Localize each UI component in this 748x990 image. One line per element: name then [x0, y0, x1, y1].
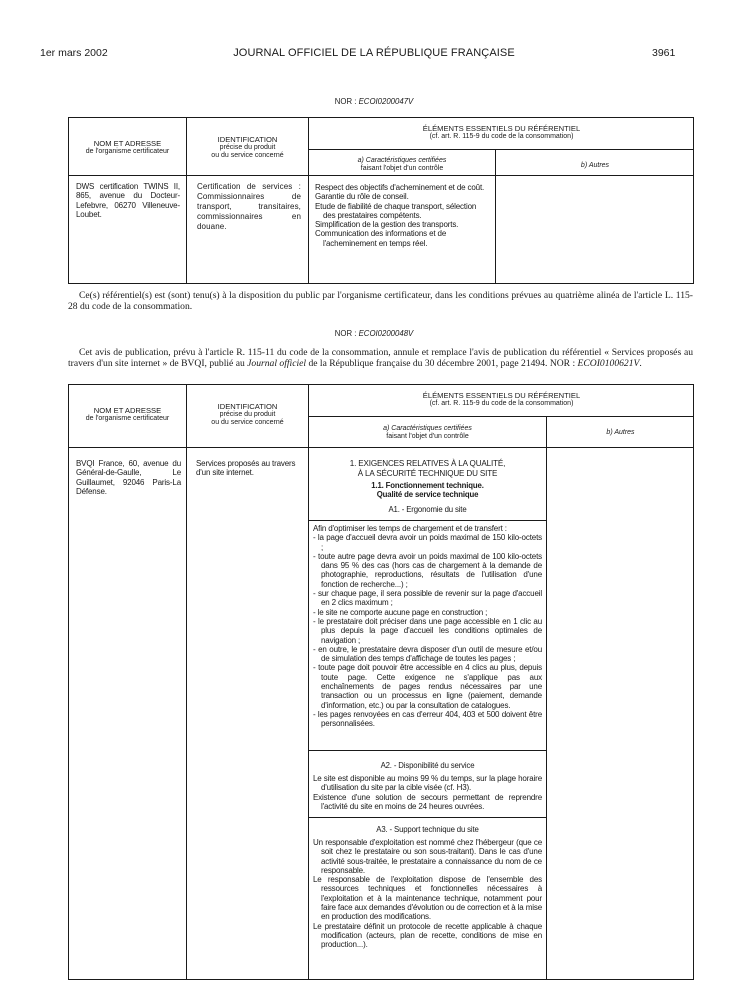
col-header-ident: IDENTIFICATION précise du produit ou du service concerné: [211, 135, 284, 159]
col-header-a: a) Caractéristiques certifiées faisant l'objet d'un contrôle: [357, 157, 447, 172]
service-identification-2: Services proposés au travers d'un site internet.: [196, 459, 296, 478]
availability-paragraph: Ce(s) référentiel(s) est (sont) tenu(s) à la disposition du public par l'organisme certificateur, dans les conditions prévues au quatrième alinéa de l'article L. 115-28 du code de la consommation.: [68, 290, 693, 313]
list-item: - sur chaque page, il sera possible de revenir sur la page d'accueil en 2 clics maximum ;: [313, 589, 542, 608]
paragraph: Existence d'une solution de secours permettant de reprendre l'activité du site en moins de 24 heures ouvrées.: [313, 792, 542, 811]
requirement-title-a1: A1. - Ergonomie du site: [388, 504, 467, 514]
paragraph: Un responsable d'exploitation est nommé chez l'hébergeur (que ce soit chez le prestataire ou son sous-traitant). Dans le cas d'une activité sous-traitée, le prestataire a connaissance du nom de ce responsable.: [313, 838, 542, 875]
nor-code: ECOI0200048V: [358, 329, 414, 338]
list-item: - le prestataire doit préciser dans une page accessible en 1 clic au plus depuis la page d'accueil les conditions optimales de navigation ;: [313, 616, 542, 645]
certified-characteristics-1: [315, 183, 487, 248]
certified-characteristics-2: [313, 459, 542, 514]
col-header-ident: IDENTIFICATION précise du produit ou du service concerné: [211, 402, 284, 426]
col-header-name: NOM ET ADRESSE de l'organisme certificateur: [85, 406, 170, 422]
list-item: - les pages renvoyées en cas d'erreur 404, 403 et 500 doivent être personnalisées.: [313, 709, 542, 729]
list-item: - toute page doit pouvoir être accessible en 4 clics au plus, depuis toute page. Cette exigence ne s'applique pas aux enchaînements de pages rendus nécessaires par une transaction ou un processus en ligne (paiement, demande d'information, etc.) ou par la consultation de catalogues.: [313, 663, 542, 710]
issue-date: 1er mars 2002: [40, 47, 108, 59]
journal-title: JOURNAL OFFICIEL DE LA RÉPUBLIQUE FRANÇAISE: [233, 47, 515, 59]
nor-label: NOR :: [334, 329, 357, 338]
nor-reference-1: [0, 97, 748, 106]
service-identification-1: Certification de services : Commissionnaires de transport, transitaires, commissionnaires en douane.: [197, 182, 301, 231]
col-header-a: a) Caractéristiques certifiées faisant l'objet d'un contrôle: [383, 425, 472, 440]
list-item: - en outre, le prestataire devra disposer d'un outil de mesure et/ou de simulation des temps d'affichage de toutes les pages ;: [313, 644, 542, 664]
col-header-b: b) Autres: [580, 162, 610, 169]
requirement-a1-body: Afin d'optimiser les temps de chargement et de transfert : - la page d'accueil devra avoir un poids maximal de 150 kilo-octets ; - toute autre page devra avoir un poids maximal de 100 kilo-octets dans 95 % des cas (hors cas de chargement à la demande de photographie, reproductions, résultats de l'utilisation d'une fonction de recherche...) ; - sur chaque page, il sera possible de revenir sur la page d'accueil en 2 clics maximum ; - le site ne comporte aucune page en construction ; - le prestataire doit préciser dans une page accessible en 1 clic au plus depuis la page d'accueil les conditions optimales de navigation ; - en outre, le prestataire devra disposer d'un outil de mesure et/ou de simulation des temps d'affichage de toutes les pages ; - toute page doit pouvoir être accessible en 4 clics au plus, depuis toute page. Cette exigence ne s'applique pas aux enchaînements de pages rendus nécessaires par une transaction ou un processus en ligne (paiement, demande d'information, etc.) ou par la consultation de catalogues. - les pages renvoyées en cas d'erreur 404, 403 et 500 doivent être personnalisées.: [313, 524, 542, 729]
nor-reference-2: [0, 329, 748, 338]
requirement-title-a2: A2. - Disponibilité du service: [380, 761, 475, 770]
page-number: 3961: [652, 47, 676, 59]
subsection-title: 1.1. Fonctionnement technique. Qualité de service technique: [371, 481, 484, 500]
list-item: - toute autre page devra avoir un poids maximal de 100 kilo-octets dans 95 % des cas (hors cas de chargement à la demande de photographie, reproductions, résultats de l'utilisation d'une fonction de recherche...) ;: [313, 551, 542, 589]
publication-intro-paragraph: Cet avis de publication, prévu à l'article R. 115-11 du code de la consommation, annule et remplace l'avis de publication du référentiel « Services proposés au travers d'un site internet » de BVQI, publié au Journal officiel de la République française du 30 décembre 2001, page 21494. NOR : ECOI0100621V.: [68, 347, 693, 370]
list-item: - la page d'accueil devra avoir un poids maximal de 150 kilo-octets ;: [313, 533, 542, 552]
notice-table-1: [68, 117, 694, 284]
notice-table-2: [68, 384, 694, 980]
characteristic-item: Etude de fiabilité de chaque transport, sélection des prestataires compétents.: [315, 201, 477, 220]
col-header-elements: ÉLÉMENTS ESSENTIELS DU RÉFÉRENTIEL (cf. art. R. 115-9 du code de la consommation): [422, 391, 581, 407]
nor-label: NOR :: [334, 97, 357, 106]
requirement-a2-body: [313, 774, 542, 811]
requirement-title-a3: A3. - Support technique du site: [376, 825, 479, 834]
requirement-a3-body: [313, 838, 542, 950]
characteristic-item: Garantie du rôle de conseil.: [315, 192, 409, 202]
requirement-list: [313, 533, 542, 728]
certifier-address-1: DWS certification TWINS II, 865, avenue du Docteur-Lefebvre, 06270 Villeneuve-Loubet.: [76, 182, 180, 219]
list-item: - le site ne comporte aucune page en construction ;: [313, 607, 488, 617]
characteristic-item: Simplification de la gestion des transports.: [315, 220, 459, 230]
nor-code: ECOI0200047V: [358, 97, 414, 106]
col-header-name: NOM ET ADRESSE de l'organisme certificateur: [85, 139, 170, 155]
characteristic-item: Respect des objectifs d'acheminement et de coût.: [315, 183, 485, 192]
certifier-address-2: BVQI France, 60, avenue du Général-de-Gaulle, Le Guillaumet, 92046 Paris-La Défense.: [76, 459, 181, 496]
col-header-b: b) Autres: [606, 429, 635, 436]
col-header-elements: ÉLÉMENTS ESSENTIELS DU RÉFÉRENTIEL (cf. art. R. 115-9 du code de la consommation): [422, 124, 581, 140]
characteristic-item: Communication des informations et de l'acheminement en temps réel.: [315, 229, 447, 248]
section-title: 1. EXIGENCES RELATIVES À LA QUALITÉ, À LA SÉCURITÉ TECHNIQUE DU SITE: [349, 459, 506, 478]
paragraph: Le prestataire définit un protocole de recette applicable à chaque modification (acteurs, plan de recette, conditions de mise en production...).: [313, 921, 542, 950]
paragraph: Le responsable de l'exploitation dispose de l'ensemble des ressources techniques et fonctionnelles nécessaires à l'exploitation et à la maintenance technique, notamment pour faire face aux demandes d'évolution ou de correction et à la mise en production des modifications.: [313, 875, 542, 922]
paragraph: Le site est disponible au moins 99 % du temps, sur la plage horaire d'utilisation du site par la cible visée (cf. H3).: [313, 774, 542, 793]
